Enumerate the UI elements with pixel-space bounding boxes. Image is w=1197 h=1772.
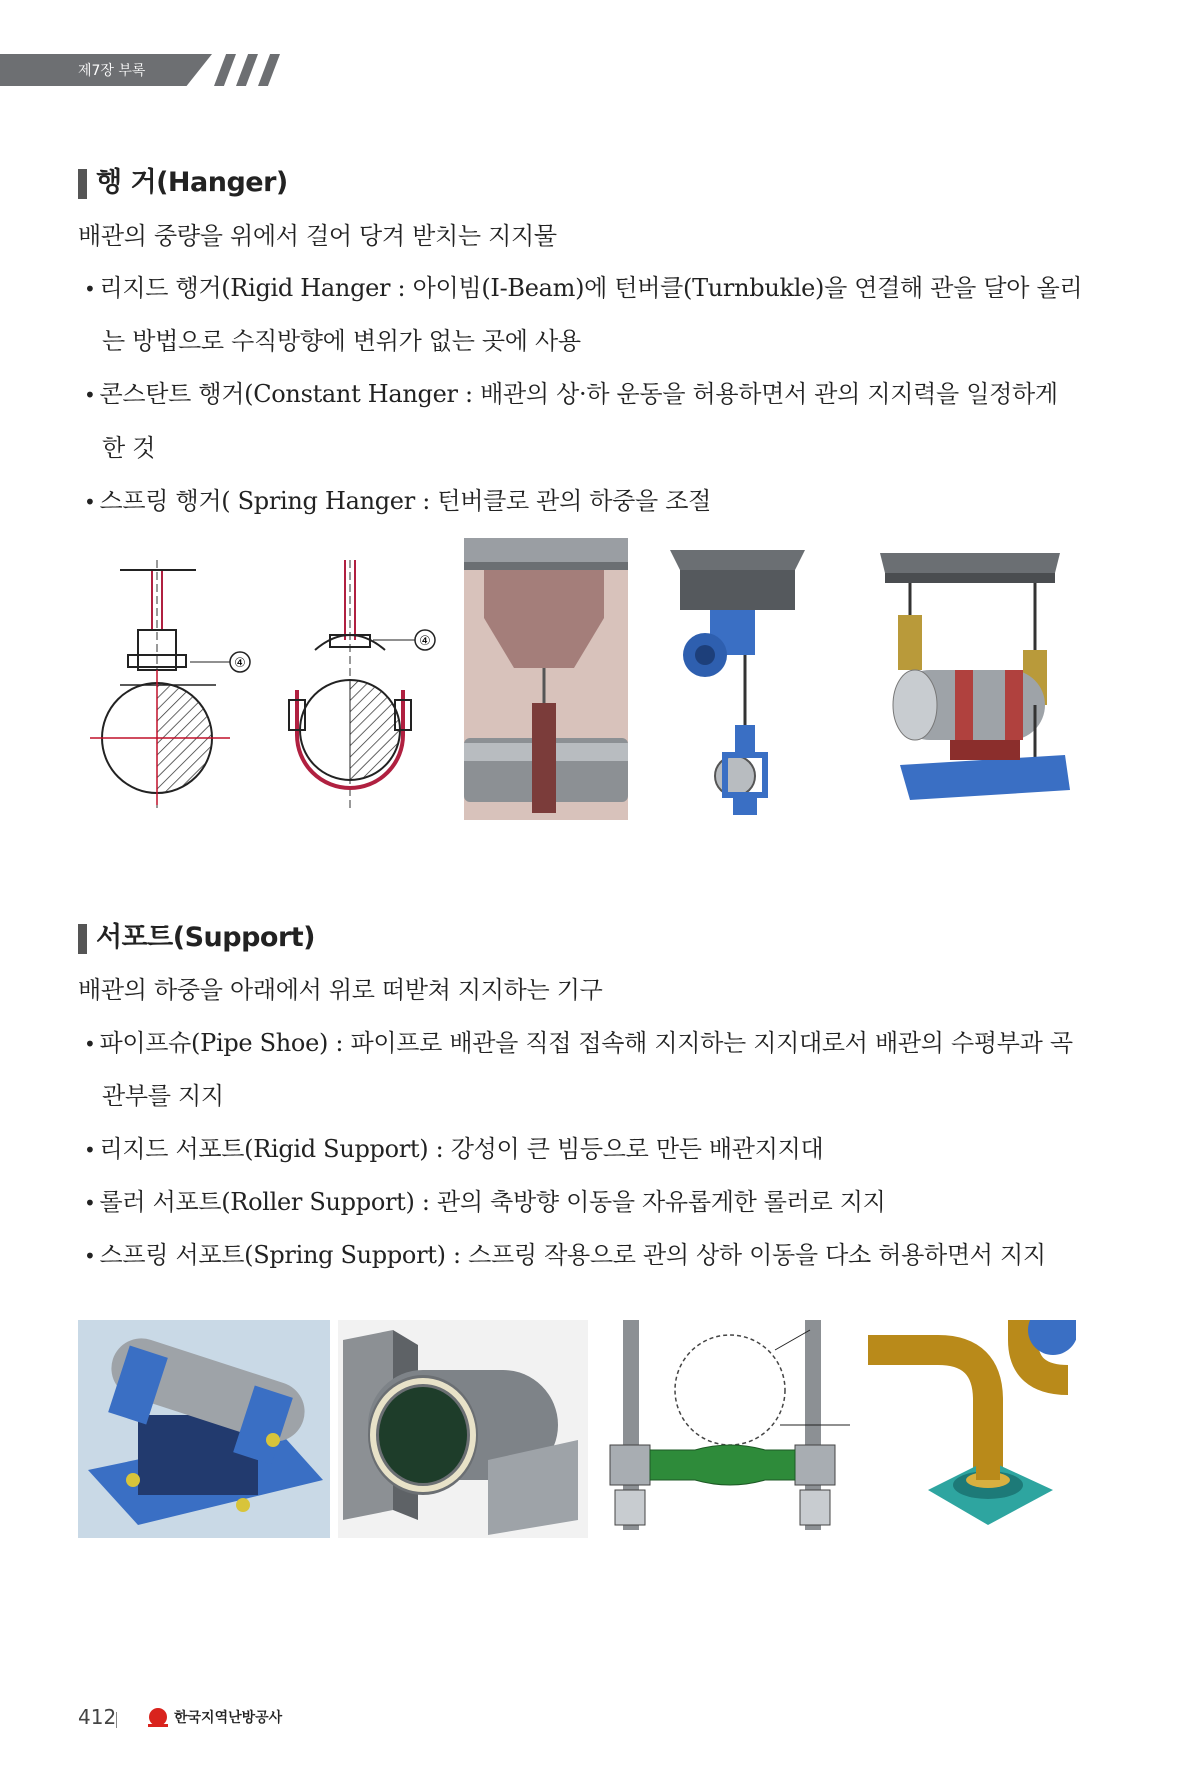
bullet-dot: • [84, 1191, 96, 1215]
roller-support-diagram [605, 1320, 855, 1538]
spring-support-image [868, 1320, 1076, 1538]
support-intro: 배관의 하중을 아래에서 위로 떠받쳐 지지하는 기구 [78, 976, 603, 1004]
section-title-support: 서포트(Support) [78, 921, 315, 955]
support-bullet-spring: • 스프링 서포트(Spring Support) : 스프링 작용으로 관의 상하 이동을 다소 허용하면서 지지 [84, 1241, 1046, 1269]
callout-4: ④ [419, 634, 431, 649]
header-stripe [258, 54, 280, 86]
hanger-photo-bracket [464, 538, 628, 820]
bullet-dot: • [84, 1244, 96, 1268]
rigid-support-image [338, 1320, 588, 1538]
bullet-dot: • [84, 383, 96, 407]
footer-divider [116, 1712, 117, 1728]
support-bullet-pipe-shoe-cont: 관부를 지지 [102, 1082, 224, 1110]
support-bullet-rigid: • 리지드 서포트(Rigid Support) : 강성이 큰 빔등으로 만든 배관지지대 [84, 1135, 824, 1163]
rigid-hanger-diagram-2 [275, 560, 455, 820]
page-number: 412 [78, 1705, 117, 1729]
bullet-dot: • [84, 1138, 96, 1162]
bullet-dot: • [84, 490, 96, 514]
header-stripe [214, 54, 236, 86]
bullet-dot: • [84, 277, 96, 301]
hanger-bullet-rigid-cont: 는 방법으로 수직방향에 변위가 없는 곳에 사용 [102, 327, 581, 355]
hanger-bullet-rigid: • 리지드 행거(Rigid Hanger : 아이빔(I-Beam)에 턴버클(Turnbukle)을 연결해 관을 달아 올리 [84, 274, 1083, 302]
callout-4: ④ [234, 656, 246, 671]
hanger-bullet-constant: • 콘스탄트 행거(Constant Hanger : 배관의 상·하 운동을 허용하면서 관의 지지력을 일정하게 [84, 380, 1058, 408]
chapter-label: 제7장 부록 [78, 63, 146, 79]
support-bullet-roller: • 롤러 서포트(Roller Support) : 관의 축방향 이동을 자유롭게한 롤러로 지지 [84, 1188, 886, 1216]
hanger-bullet-constant-cont: 한 것 [102, 434, 156, 462]
section-title-hanger: 행 거(Hanger) [78, 166, 288, 200]
hanger-bullet-spring: • 스프링 행거( Spring Hanger : 턴버클로 관의 하중을 조절 [84, 487, 712, 515]
kdhc-logo-icon [146, 1706, 170, 1730]
hanger-intro: 배관의 중량을 위에서 걸어 당겨 받치는 지지물 [78, 222, 557, 250]
spring-hanger-photo [880, 545, 1070, 820]
bullet-dot: • [84, 1032, 96, 1056]
support-bullet-pipe-shoe: • 파이프슈(Pipe Shoe) : 파이프로 배관을 직접 접속해 지지하는 지지대로서 배관의 수평부과 곡 [84, 1029, 1073, 1057]
organization-name: 한국지역난방공사 [174, 1710, 283, 1726]
pipe-shoe-image [78, 1320, 330, 1538]
header-stripe [236, 54, 258, 86]
constant-hanger-photo [665, 540, 815, 822]
rigid-hanger-diagram-1 [80, 560, 260, 820]
